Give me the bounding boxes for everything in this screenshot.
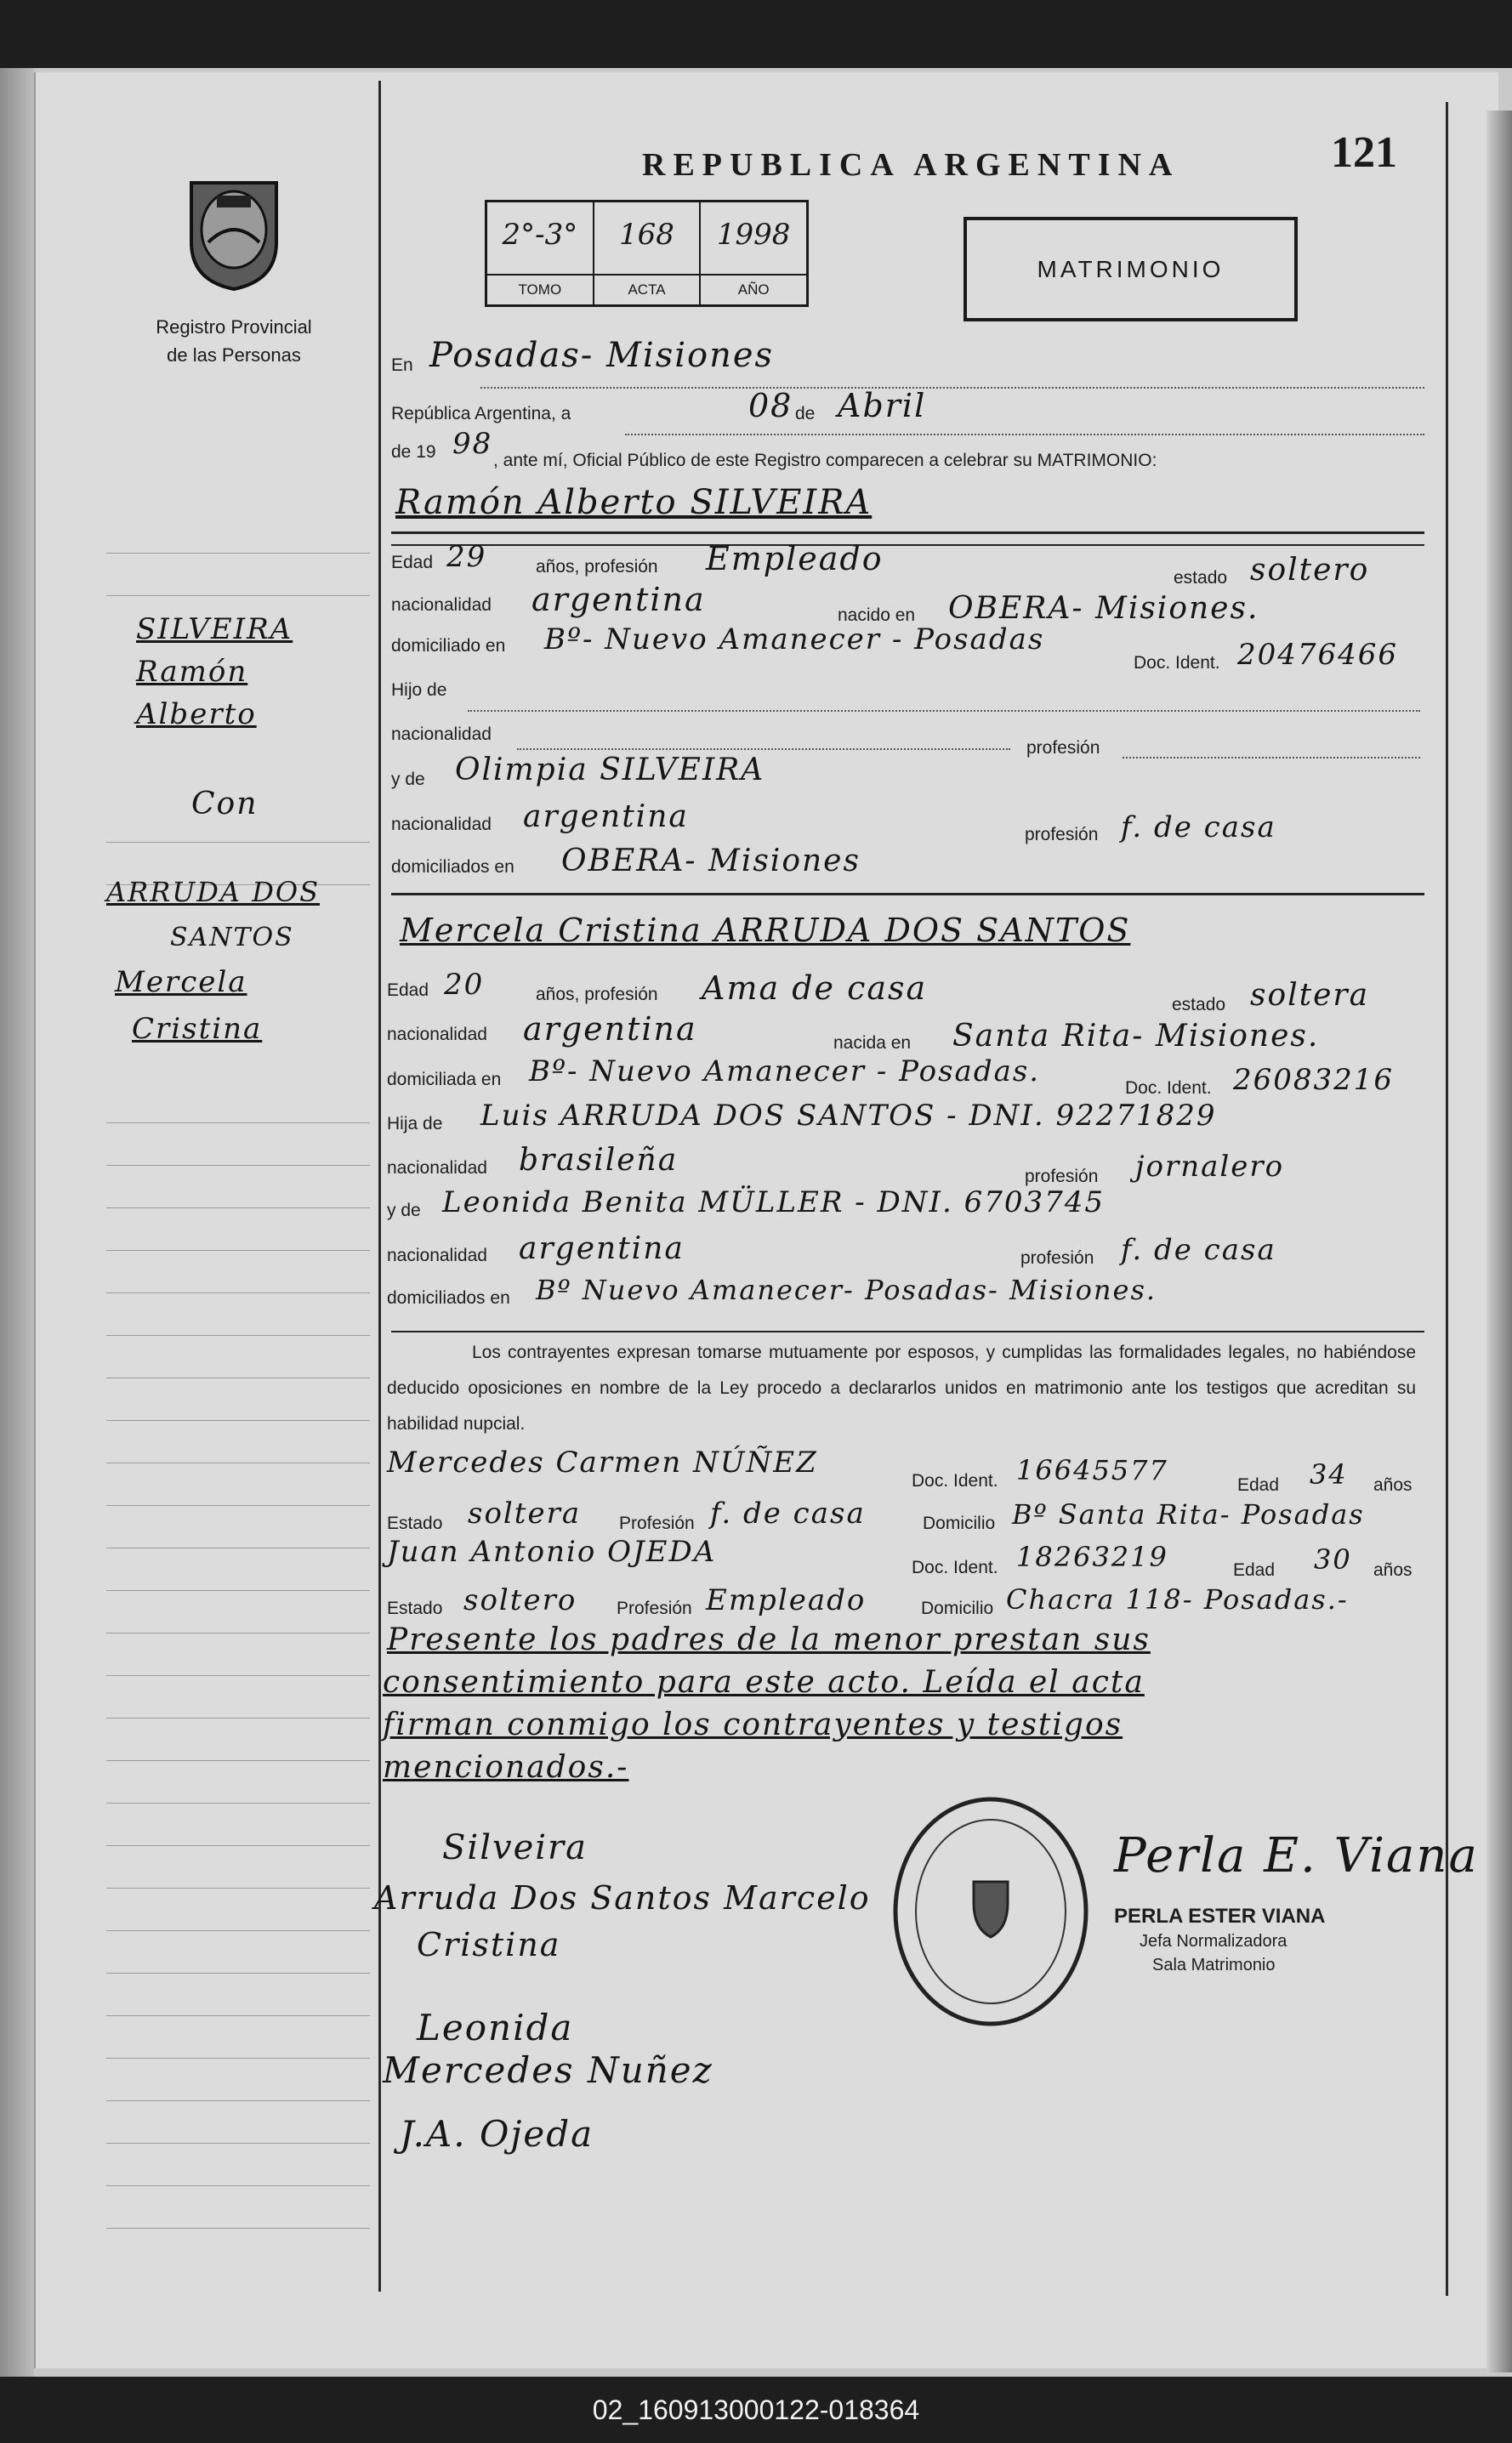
margin-bride-given1: Mercela	[115, 965, 247, 999]
bride-nacionalidad-label: nacionalidad	[387, 1025, 487, 1044]
field-line	[468, 710, 1420, 712]
bride-estado-label: estado	[1172, 995, 1226, 1014]
margin-rule	[106, 2228, 370, 2229]
groom-domiciliado-label: domiciliado en	[391, 636, 506, 656]
margin-groom-given2: Alberto	[136, 697, 257, 731]
margin-rule	[106, 1760, 370, 1761]
tomo-value: 2°-3°	[502, 218, 578, 252]
margin-divider	[378, 81, 381, 2292]
acta-cell	[594, 202, 702, 304]
field-line	[480, 387, 1424, 389]
bride-doc: 26083216	[1233, 1063, 1395, 1097]
bride-yde-label: y de	[387, 1201, 421, 1220]
witness2-estado-label: Estado	[387, 1599, 443, 1618]
page-number: 121	[1331, 128, 1397, 177]
section-rule	[391, 544, 1424, 546]
groom-nacionalidad-label: nacionalidad	[391, 595, 492, 615]
bride-madre: Leonida Benita MÜLLER - DNI. 6703745	[442, 1185, 1106, 1219]
bride-madre-nac-label: nacionalidad	[387, 1246, 487, 1265]
record-box	[485, 200, 809, 307]
republica-label: República Argentina, a	[391, 404, 571, 423]
margin-rule	[106, 553, 370, 554]
margin-rule	[106, 1675, 370, 1676]
groom-padre-prof-label: profesión	[1026, 738, 1100, 758]
registry-line1: Registro Provincial	[156, 316, 312, 338]
bride-madre-nac: argentina	[519, 1231, 685, 1266]
witness2-profesion: Empleado	[706, 1583, 867, 1617]
groom-domiciliados-label: domiciliados en	[391, 857, 514, 877]
groom-nacionalidad: argentina	[531, 581, 706, 618]
groom-nacido-label: nacido en	[838, 605, 916, 625]
margin-rule	[106, 1888, 370, 1889]
witness2-doc: 18263219	[1016, 1541, 1168, 1573]
groom-domicilio: Bº- Nuevo Amanecer - Posadas	[544, 622, 1045, 656]
section-rule	[391, 531, 1424, 534]
bride-profesion: Ama de casa	[702, 969, 928, 1007]
margin-rule	[106, 1122, 370, 1123]
margin-rule	[106, 1973, 370, 1974]
groom-hijo-label: Hijo de	[391, 680, 447, 700]
binding-fold	[0, 68, 34, 2377]
margin-rule	[106, 1250, 370, 1251]
bride-padres-domicilio: Bº Nuevo Amanecer- Posadas- Misiones.	[536, 1274, 1157, 1306]
groom-estado-label: estado	[1174, 568, 1228, 588]
margin-rule	[106, 2185, 370, 2186]
bride-nacionalidad: argentina	[523, 1010, 697, 1048]
en-label: En	[391, 355, 413, 375]
witness1-doc: 16645577	[1016, 1454, 1168, 1486]
acta-value: 168	[619, 218, 674, 252]
groom-name: Ramón Alberto SILVEIRA	[395, 483, 873, 522]
margin-bride-surname2: SANTOS	[170, 923, 294, 952]
bride-nacida-label: nacida en	[833, 1033, 912, 1053]
officer-title1: Jefa Normalizadora	[1140, 1932, 1287, 1951]
place-value: Posadas- Misiones	[429, 336, 775, 375]
comparecen-text: , ante mí, Oficial Público de este Registro comparecen a celebrar su MATRIMONIO:	[493, 451, 1157, 470]
field-line	[1123, 757, 1420, 758]
groom-profesion: Empleado	[706, 540, 884, 577]
margin-groom-given1: Ramón	[136, 655, 248, 689]
margin-rule	[106, 1718, 370, 1719]
margin-rule	[106, 2100, 370, 2101]
registry-line2: de las Personas	[167, 344, 301, 366]
bride-domicilio: Bº- Nuevo Amanecer - Posadas.	[529, 1054, 1041, 1088]
margin-rule	[106, 595, 370, 596]
groom-yde-label: y de	[391, 770, 425, 789]
groom-doc: 20476466	[1237, 638, 1399, 672]
official-stamp-icon	[889, 1792, 1093, 2031]
groom-edad: 29	[446, 540, 487, 574]
witness2-domicilio-label: Domicilio	[921, 1599, 994, 1618]
anio-label: AÑO	[701, 274, 806, 304]
registry-name	[128, 313, 340, 369]
image-id-footer: 02_160913000122-018364	[592, 2395, 920, 2425]
groom-padres-domicilio: OBERA- Misiones	[561, 844, 861, 878]
bride-doc-label: Doc. Ident.	[1125, 1078, 1212, 1098]
margin-rule	[106, 842, 370, 843]
groom-madre-nac: argentina	[523, 799, 689, 834]
anio-cell	[701, 202, 806, 304]
acta-label: ACTA	[594, 274, 700, 304]
bride-madre-prof-label: profesión	[1020, 1248, 1094, 1268]
bride-edad: 20	[444, 968, 485, 1002]
field-line	[517, 748, 1010, 750]
day-value: 08	[748, 387, 793, 424]
margin-rule	[106, 2143, 370, 2144]
bride-domiciliados-label: domiciliados en	[387, 1288, 510, 1308]
witness1-estado-label: Estado	[387, 1514, 443, 1533]
closing-line4: mencionados.-	[383, 1750, 629, 1785]
witness1-domicilio-label: Domicilio	[923, 1514, 996, 1533]
tomo-cell	[487, 202, 594, 304]
witness2-name: Juan Antonio OJEDA	[387, 1535, 717, 1569]
groom-doc-label: Doc. Ident.	[1134, 653, 1220, 673]
margin-rule	[106, 2058, 370, 2059]
margin-rule	[106, 1207, 370, 1208]
margin-bride-given2: Cristina	[132, 1012, 263, 1046]
witness2-anios-label: años	[1373, 1560, 1413, 1580]
anio-value: 1998	[716, 218, 791, 252]
margin-rule	[106, 1420, 370, 1421]
field-line	[625, 434, 1424, 435]
bride-padre-nac: brasileña	[519, 1143, 679, 1178]
witness1-doc-label: Doc. Ident.	[912, 1471, 998, 1491]
witness1-domicilio: Bº Santa Rita- Posadas	[1012, 1498, 1365, 1531]
margin-rule	[106, 1803, 370, 1804]
groom-profesion-label: años, profesión	[536, 557, 658, 577]
margin-rule	[106, 1335, 370, 1336]
groom-madre-prof: f. de casa	[1121, 810, 1276, 844]
closing-line1: Presente los padres de la menor prestan sus	[387, 1622, 1151, 1657]
witness2-edad: 30	[1314, 1543, 1352, 1576]
bride-estado: soltera	[1250, 978, 1370, 1013]
margin-rule	[106, 1590, 370, 1591]
act-type-box: MATRIMONIO	[963, 217, 1298, 321]
bride-profesion-label: años, profesión	[536, 985, 658, 1004]
groom-madre-nac-label: nacionalidad	[391, 815, 492, 834]
groom-nacido: OBERA- Misiones.	[948, 591, 1259, 626]
signature-3: Cristina	[417, 1926, 561, 1963]
bride-name: Mercela Cristina ARRUDA DOS SANTOS	[400, 912, 1131, 949]
margin-rule	[106, 1165, 370, 1166]
witness2-profesion-label: Profesión	[617, 1599, 692, 1618]
tomo-label: TOMO	[487, 274, 593, 304]
officer-signature: Perla E. Viana	[1114, 1828, 1479, 1883]
groom-madre: Olimpia SILVEIRA	[455, 753, 765, 787]
month-value: Abril	[838, 387, 927, 424]
margin-groom-surname: SILVEIRA	[136, 612, 293, 646]
de-label: de	[795, 404, 816, 423]
margin-rule	[106, 1930, 370, 1931]
witness1-edad: 34	[1310, 1458, 1348, 1491]
bride-padre: Luis ARRUDA DOS SANTOS - DNI. 92271829	[480, 1099, 1217, 1133]
declaration-text: Los contrayentes expresan tomarse mutuamente por esposos, y cumplidas las formalidades legales, no habiéndose deducido oposiciones en nombre de la Ley procedo a declararlos unidos en matrimonio ante los testigos que acreditan su habilidad nupcial.	[387, 1343, 1416, 1434]
officer-title2: Sala Matrimonio	[1152, 1956, 1276, 1974]
closing-line3: firman conmigo los contrayentes y testigos	[383, 1707, 1123, 1742]
witness2-domicilio: Chacra 118- Posadas.-	[1006, 1583, 1349, 1616]
witness2-edad-label: Edad	[1233, 1560, 1276, 1580]
witness1-estado: soltera	[468, 1497, 582, 1531]
margin-rule	[106, 2015, 370, 2016]
margin-con: Con	[191, 787, 259, 821]
witness1-profesion-label: Profesión	[619, 1514, 695, 1533]
margin-rule	[106, 1505, 370, 1506]
witness1-profesion: f. de casa	[710, 1497, 866, 1531]
bride-edad-label: Edad	[387, 980, 429, 1000]
bride-padre-nac-label: nacionalidad	[387, 1158, 487, 1178]
witness1-name: Mercedes Carmen NÚÑEZ	[387, 1446, 818, 1480]
witness1-edad-label: Edad	[1237, 1475, 1280, 1495]
signature-2: Arruda Dos Santos Marcelo	[374, 1879, 871, 1917]
witness2-doc-label: Doc. Ident.	[912, 1558, 998, 1577]
bride-domiciliada-label: domiciliada en	[387, 1070, 502, 1089]
bride-padre-prof-label: profesión	[1025, 1167, 1099, 1186]
margin-bride-surname1: ARRUDA DOS	[106, 876, 321, 908]
section-rule	[391, 893, 1424, 895]
closing-line2: consentimiento para este acto. Leída el acta	[383, 1665, 1145, 1700]
bride-padre-prof: jornalero	[1135, 1150, 1285, 1184]
margin-rule	[106, 1845, 370, 1846]
bride-nacida: Santa Rita- Misiones.	[952, 1019, 1320, 1054]
signature-6: J.A. Ojeda	[400, 2113, 594, 2155]
groom-estado: soltero	[1250, 553, 1370, 588]
groom-madre-prof-label: profesión	[1025, 825, 1099, 844]
right-border	[1446, 102, 1448, 2296]
year-suffix: 98	[452, 427, 493, 461]
signature-4: Leonida	[417, 2007, 574, 2048]
coat-of-arms-icon	[183, 174, 285, 293]
country-title: REPUBLICA ARGENTINA	[642, 147, 1180, 183]
page-edge	[1486, 111, 1512, 2372]
signature-5: Mercedes Nuñez	[383, 2049, 713, 2091]
witness1-anios-label: años	[1373, 1475, 1413, 1495]
bride-hija-label: Hija de	[387, 1114, 443, 1133]
section-rule	[391, 1331, 1424, 1332]
bride-madre-prof: f. de casa	[1121, 1233, 1276, 1267]
groom-padre-nac-label: nacionalidad	[391, 724, 492, 744]
officer-name: PERLA ESTER VIANA	[1114, 1905, 1326, 1928]
witness2-estado: soltero	[463, 1583, 577, 1617]
signature-1: Silveira	[442, 1828, 588, 1867]
groom-edad-label: Edad	[391, 553, 434, 572]
year-prefix: de 19	[391, 442, 436, 462]
